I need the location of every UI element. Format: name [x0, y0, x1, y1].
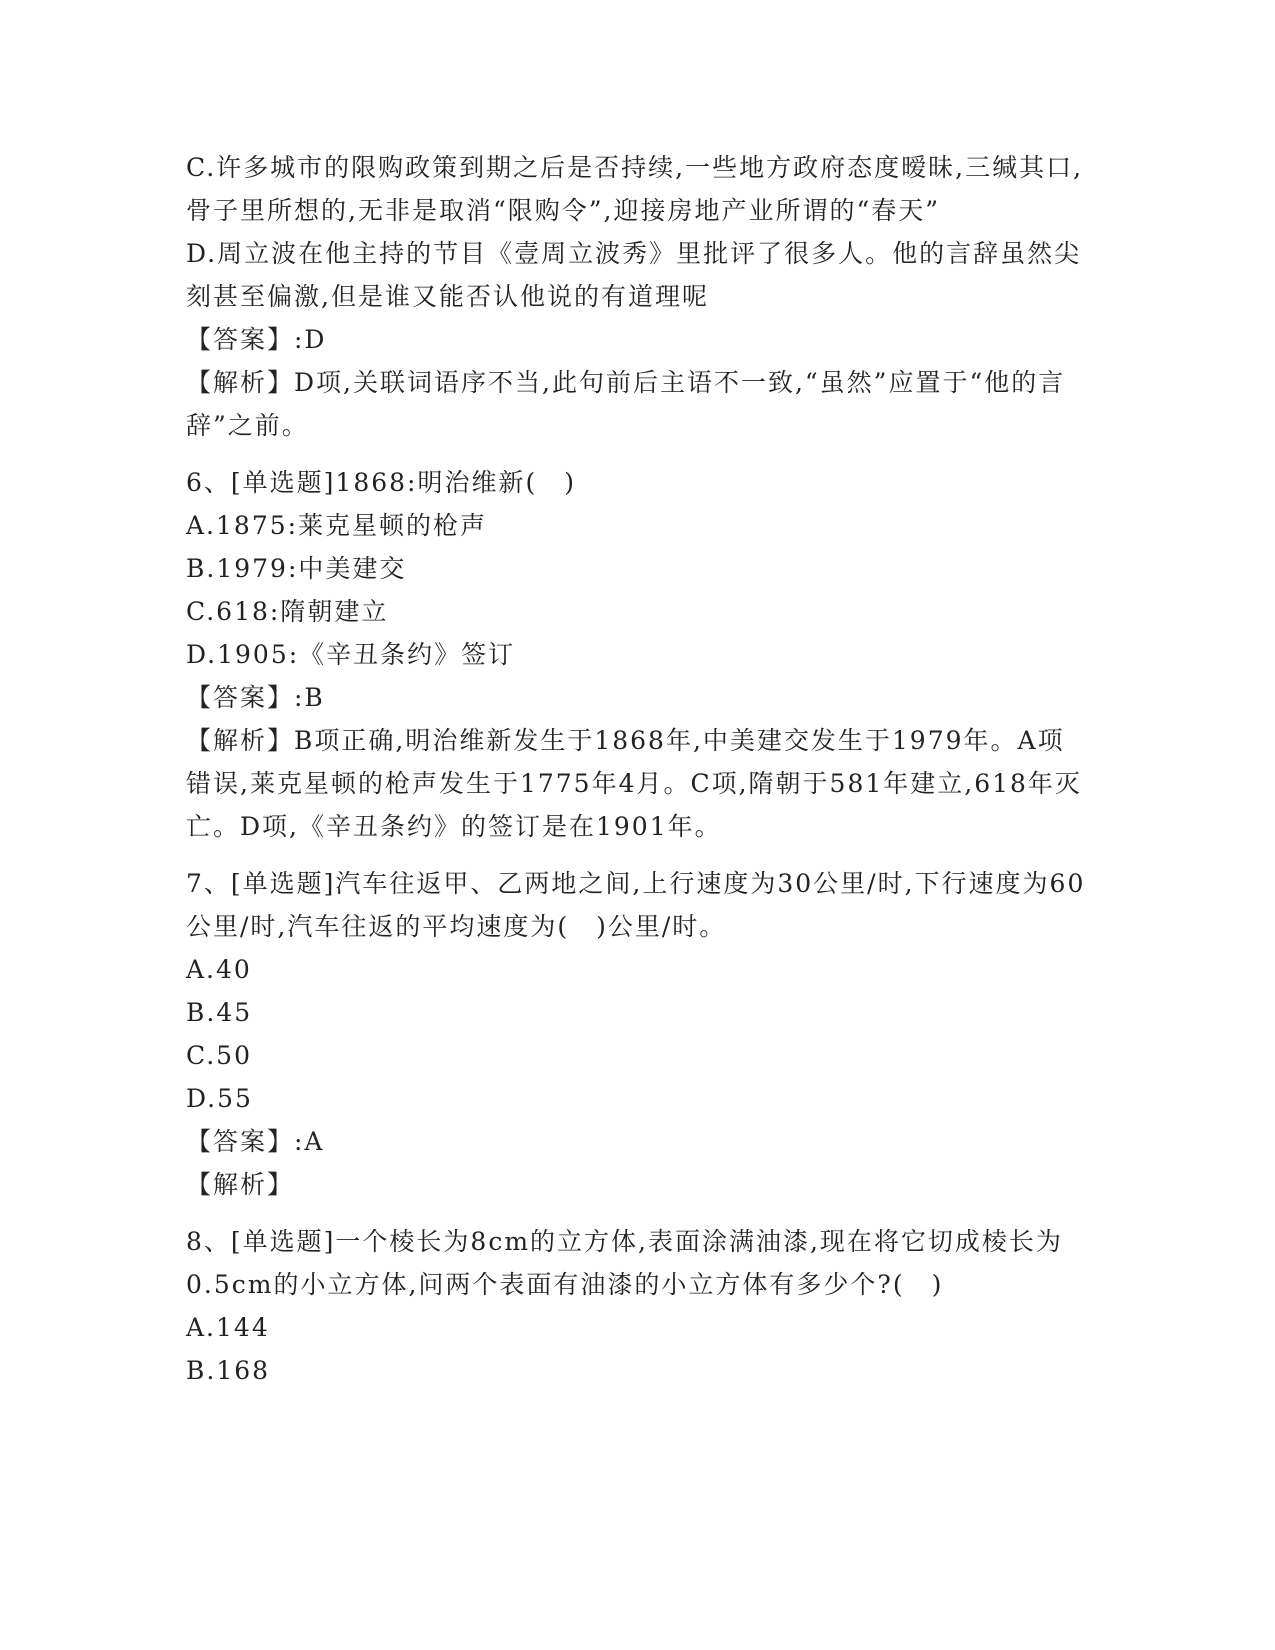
q6-option-a: A.1875:莱克星顿的枪声 — [186, 511, 488, 540]
q6-option-b: B.1979:中美建交 — [186, 554, 407, 583]
q5-option-d: D.周立波在他主持的节目《壹周立波秀》里批评了很多人。他的言辞虽然尖刻甚至偏激,但是谁又能否认他说的有道理呢 — [186, 239, 1082, 311]
q6-stem: 6、[单选题]1868:明治维新( ) — [186, 468, 576, 497]
q8-option-a: A.144 — [186, 1313, 270, 1342]
q7-answer: 【答案】:A — [186, 1127, 325, 1156]
q5-option-c: C.许多城市的限购政策到期之后是否持续,一些地方政府态度暧昧,三缄其口,骨子里所想的,无非是取消“限购令”,迎接房地产业所谓的“春天” — [186, 153, 1084, 225]
q6-analysis: 【解析】B项正确,明治维新发生于1868年,中美建交发生于1979年。A项错误,莱克星顿的枪声发生于1775年4月。C项,隋朝于581年建立,618年灭亡。D项,《辛丑条约》的签订是在1901年。 — [186, 726, 1082, 841]
q8-stem: 8、[单选题]一个棱长为8cm的立方体,表面涂满油漆,现在将它切成棱长为0.5cm的小立方体,问两个表面有油漆的小立方体有多少个?( ) — [186, 1227, 1063, 1299]
document-page — [186, 146, 1086, 1392]
q7-option-b: B.45 — [186, 998, 253, 1027]
q7-option-c: C.50 — [186, 1041, 252, 1070]
q5-answer: 【答案】:D — [186, 325, 327, 354]
q7-analysis: 【解析】 — [186, 1170, 295, 1199]
q6-option-c: C.618:隋朝建立 — [186, 597, 389, 626]
q7-option-d: D.55 — [186, 1084, 253, 1113]
q5-analysis: 【解析】D项,关联词语序不当,此句前后主语不一致,“虽然”应置于“他的言辞”之前。 — [186, 368, 1066, 440]
q7-stem: 7、[单选题]汽车往返甲、乙两地之间,上行速度为30公里/时,下行速度为60公里/时,汽车往返的平均速度为( )公里/时。 — [186, 869, 1086, 941]
q7-option-a: A.40 — [186, 955, 252, 984]
q8-option-b: B.168 — [186, 1356, 271, 1385]
q6-option-d: D.1905:《辛丑条约》签订 — [186, 640, 516, 669]
q6-answer: 【答案】:B — [186, 683, 325, 712]
